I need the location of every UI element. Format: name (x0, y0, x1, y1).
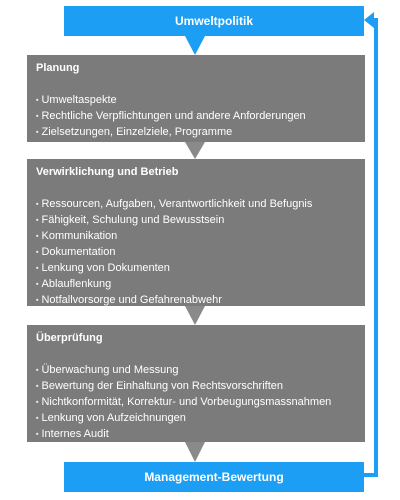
arrow-planung-to-verwirklichung (185, 142, 205, 159)
list-item: ▪ Dokumentation (36, 245, 356, 261)
top-bar-umweltpolitik (64, 6, 364, 36)
list-item: ▪ Zielsetzungen, Einzelziele, Programme (36, 125, 356, 141)
list-item: ▪ Rechtliche Verpflichtungen und andere Anforderungen (36, 109, 356, 125)
box-verwirklichung (27, 159, 365, 306)
feedback-loop-arrowhead (364, 12, 374, 28)
box-title: Verwirklichung und Betrieb (36, 166, 179, 178)
box-planung (27, 55, 365, 142)
box-title: Planung (36, 62, 80, 74)
list-item: ▪ Ablauflenkung (36, 277, 356, 293)
top-bar-label: Umweltpolitik (174, 14, 253, 28)
list-item: ▪ Notfallvorsorge und Gefahrenabwehr (36, 293, 356, 309)
item-list (36, 363, 356, 443)
list-item: ▪ Lenkung von Dokumenten (36, 261, 356, 277)
list-item: ▪ Fähigkeit, Schulung und Bewusstsein (36, 213, 356, 229)
list-item: ▪ Ressourcen, Aufgaben, Verantwortlichkeit und Befugnis (36, 197, 356, 213)
list-item: ▪ Nichtkonformität, Korrektur- und Vorbeugungsmassnahmen (36, 395, 356, 411)
list-item: ▪ Umweltaspekte (36, 93, 356, 109)
feedback-loop-line (364, 20, 376, 475)
arrow-top-to-planung (185, 36, 205, 55)
arrow-ueberpruefung-to-bottom (185, 442, 205, 462)
list-item: ▪ Internes Audit (36, 427, 356, 443)
item-list (36, 197, 356, 309)
box-title: Überprüfung (36, 332, 103, 344)
bottom-bar-management-bewertung (64, 462, 364, 492)
item-list (36, 93, 356, 141)
bottom-bar-label: Management-Bewertung (144, 470, 284, 484)
list-item: ▪ Überwachung und Messung (36, 363, 356, 379)
box-ueberpruefung (27, 325, 365, 442)
list-item: ▪ Lenkung von Aufzeichnungen (36, 411, 356, 427)
list-item: ▪ Kommunikation (36, 229, 356, 245)
list-item: ▪ Bewertung der Einhaltung von Rechtsvorschriften (36, 379, 356, 395)
